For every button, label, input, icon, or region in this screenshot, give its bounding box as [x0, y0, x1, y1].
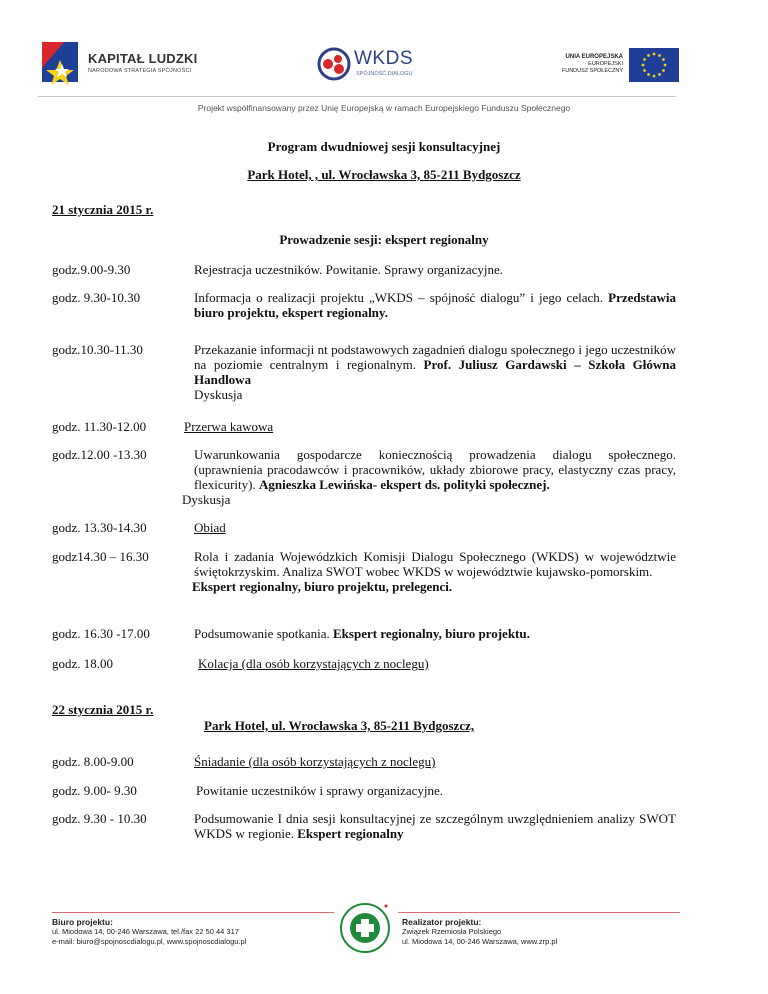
kapital-ludzki-title: KAPITAŁ LUDZKI	[88, 51, 198, 66]
agenda-item-text: Przekazanie informacji nt podstawowych zagadnień dialogu społecznego i jego uczestników na poziomie centralnym i regionalnym.	[194, 342, 676, 372]
footer-right-name: Związek Rzemiosła Polskiego	[402, 927, 502, 936]
agenda-item-breakfast: Śniadanie (dla osób korzystających z noclegu)	[194, 754, 436, 769]
agenda-item-speaker: Ekspert regionalny, biuro projektu, prelegenci.	[192, 579, 453, 594]
agenda-item-break: Przerwa kawowa	[184, 419, 274, 434]
agenda-time: godz.12.00 -13.30	[52, 447, 147, 462]
agenda-time: godz. 9.00- 9.30	[52, 783, 137, 798]
agenda-time: godz. 18.00	[52, 656, 114, 671]
eu-line-2: EUROPEJSKI	[588, 61, 623, 67]
eu-logo-text	[555, 54, 623, 75]
agenda-item	[196, 783, 678, 798]
agenda-item-text: Powitanie uczestników i sprawy organizacyjne.	[196, 783, 444, 798]
agenda-item	[194, 811, 676, 841]
page-header	[0, 0, 768, 120]
footer-divider-left	[52, 912, 334, 913]
document-title: Program dwudniowej sesji konsultacyjnej	[267, 139, 501, 154]
agenda-time: godz. 11.30-12.00	[52, 419, 147, 434]
agenda-item-text: Rola i zadania Wojewódzkich Komisji Dialogu Społecznego (WKDS) w województwie świętokrzyskim. Analiza SWOT wobec WKDS w województwie kujawsko-pomorskim.	[194, 549, 676, 579]
footer-left-heading: Biuro projektu:	[52, 917, 113, 927]
zrp-rzemioslo-logo-icon	[338, 900, 392, 954]
day-1-heading: 21 stycznia 2015 r.	[52, 202, 154, 217]
agenda-time: godz14.30 – 16.30	[52, 549, 149, 564]
eu-line-1: UNIA EUROPEJSKA	[565, 54, 623, 60]
venue-day-2: Park Hotel, ul. Wrocławska 3, 85-211 Bydgoszcz,	[204, 718, 475, 733]
wkds-dialog-icon	[316, 46, 352, 82]
agenda-item-speaker: Prof. Juliusz Gardawski – Szkoła Główna Handlowa	[194, 357, 677, 387]
header-divider	[38, 96, 676, 97]
footer-right-address: ul. Miodowa 14, 00-246 Warszawa, www.zrp.pl	[402, 937, 558, 946]
kapital-ludzki-flag-icon	[38, 38, 82, 86]
agenda-time: godz. 13.30-14.30	[52, 520, 147, 535]
eu-flag-icon	[629, 48, 679, 82]
cofinancing-note: Projekt współfinansowany przez Unię Europejską w ramach Europejskiego Funduszu Społecznego	[197, 103, 571, 113]
agenda-item	[194, 549, 676, 594]
agenda-time: godz. 8.00-9.00	[52, 754, 134, 769]
agenda-time: godz. 9.30-10.30	[52, 290, 141, 305]
footer-implementer	[402, 917, 557, 947]
day-2-heading: 22 stycznia 2015 r.	[52, 702, 154, 717]
agenda-item-text: Podsumowanie I dnia sesji konsultacyjnej ze szczególnym uwzględnieniem analizy SWOT WKDS w regionie.	[194, 811, 676, 841]
agenda-item	[194, 262, 676, 277]
agenda-item-text: Rejestracja uczestników. Powitanie. Sprawy organizacyjne.	[194, 262, 504, 277]
kapital-ludzki-subtitle: NARODOWA STRATEGIA SPÓJNOŚCI	[88, 68, 192, 74]
agenda-item-text: Uwarunkowania gospodarcze koniecznością prowadzenia dialogu społecznego. (uprawnienia pracodawców i pracowników, układy zbiorowe pracy, elastyczny czas pracy, flexicurity).	[194, 447, 676, 492]
agenda-time: godz.9.00-9.30	[52, 262, 131, 277]
eu-logo	[555, 48, 680, 84]
agenda-item	[182, 447, 676, 507]
session-moderator: Prowadzenie sesji: ekspert regionalny	[279, 232, 489, 247]
footer-left-address: ul. Miodowa 14, 00-246 Warszawa, tel./fax 22 50 44 317	[52, 927, 239, 936]
footer-project-office	[52, 917, 246, 947]
agenda-item-discussion: Dyskusja	[182, 492, 231, 507]
agenda-time: godz. 9.30 - 10.30	[52, 811, 147, 826]
wkds-title: WKDS	[354, 48, 413, 69]
agenda-item	[194, 290, 676, 320]
agenda-item-speaker: Agnieszka Lewińska- ekspert ds. polityki społecznej.	[258, 477, 550, 492]
venue-day-1: Park Hotel, , ul. Wrocławska 3, 85-211 Bydgoszcz	[247, 167, 521, 182]
agenda-item-lunch: Obiad	[194, 520, 226, 535]
wkds-subtitle: SPÓJNOŚĆ DIALOGU	[356, 71, 413, 77]
agenda-item-dinner: Kolacja (dla osób korzystających z noclegu)	[198, 656, 429, 671]
footer-left-contact: e-mail: biuro@spojnoscdialogu.pl, www.spojnoscdialogu.pl	[52, 937, 247, 946]
wkds-logo	[316, 46, 436, 86]
kapital-ludzki-logo	[38, 38, 213, 86]
agenda-item-speaker: Przedstawia biuro projektu, ekspert regionalny.	[194, 290, 677, 320]
footer-divider-right	[398, 912, 680, 913]
agenda-item-speaker: Ekspert regionalny	[297, 826, 404, 841]
agenda-item-text: Informacja o realizacji projektu „WKDS – spójność dialogu” i jego celach.	[194, 290, 603, 305]
agenda-item	[194, 342, 676, 402]
agenda-item	[194, 626, 676, 641]
footer-right-heading: Realizator projektu:	[402, 917, 482, 927]
agenda-item-discussion: Dyskusja	[194, 387, 243, 402]
eu-line-3: FUNDUSZ SPOŁECZNY	[561, 68, 623, 74]
agenda-item-speaker: Ekspert regionalny, biuro projektu.	[333, 626, 530, 641]
agenda-time: godz.10.30-11.30	[52, 342, 143, 357]
agenda-item-text: Podsumowanie spotkania.	[194, 626, 330, 641]
agenda-time: godz. 16.30 -17.00	[52, 626, 150, 641]
